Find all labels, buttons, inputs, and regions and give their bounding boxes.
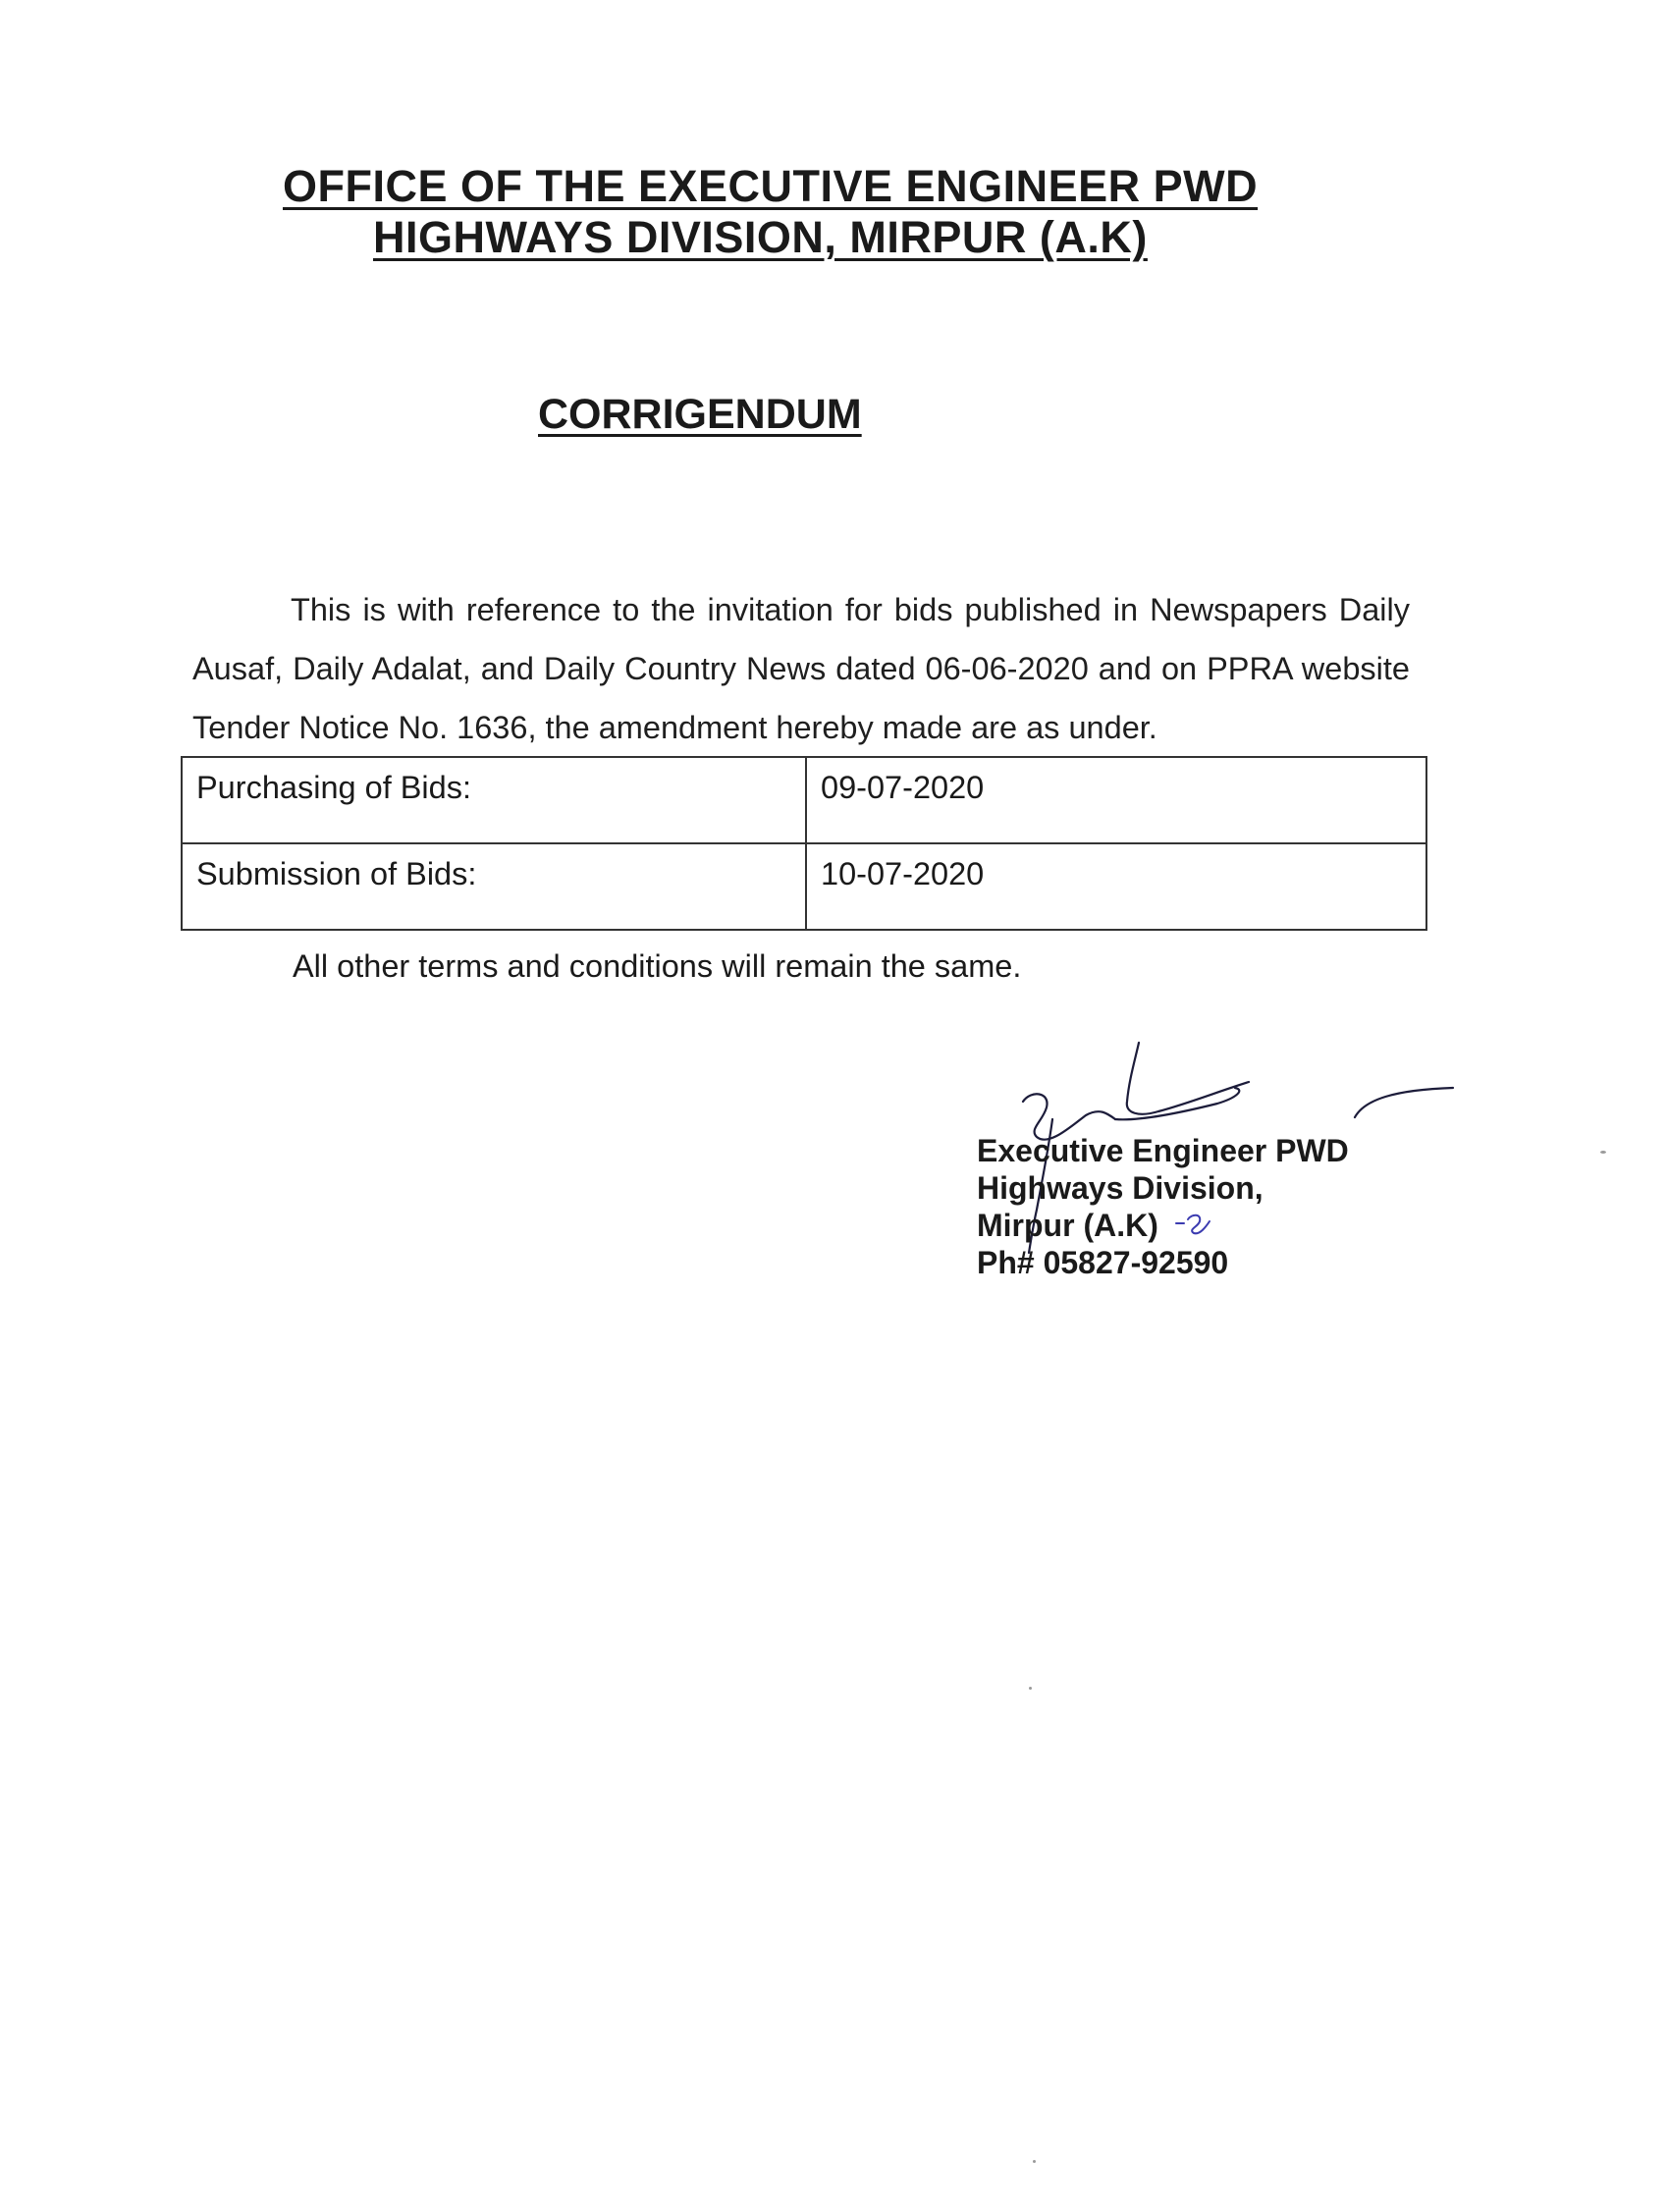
row-label: Submission of Bids: [182,843,806,930]
signatory-location: Mirpur (A.K) [977,1208,1158,1243]
closing-statement: All other terms and conditions will remain the same. [293,948,1022,984]
table-row [182,843,1426,930]
signatory-title: Executive Engineer PWD [977,1133,1349,1168]
office-title-line-1: OFFICE OF THE EXECUTIVE ENGINEER PWD [283,161,1259,211]
row-label: Purchasing of Bids: [182,757,806,843]
scan-speck [1033,2160,1036,2163]
signatory-division: Highways Division, [977,1170,1264,1206]
row-date: 10-07-2020 [806,843,1426,930]
document-title: CORRIGENDUM [538,391,862,438]
row-date: 09-07-2020 [806,757,1426,843]
table-row [182,757,1426,843]
intro-paragraph: This is with reference to the invitation for bids published in Newspapers Daily Ausaf, Daily Adalat, and Daily Country News dated 06-06-2020 and on PPRA website Tender Notice No. 1636, the amendment hereby made are as under. [192,591,1410,745]
bid-dates-table [181,756,1427,931]
scan-speck [1600,1151,1606,1154]
signatory-phone: Ph# 05827-92590 [977,1245,1229,1280]
office-title-line-2: HIGHWAYS DIVISION, MIRPUR (A.K) [373,212,1148,262]
scan-speck [1029,1687,1032,1690]
